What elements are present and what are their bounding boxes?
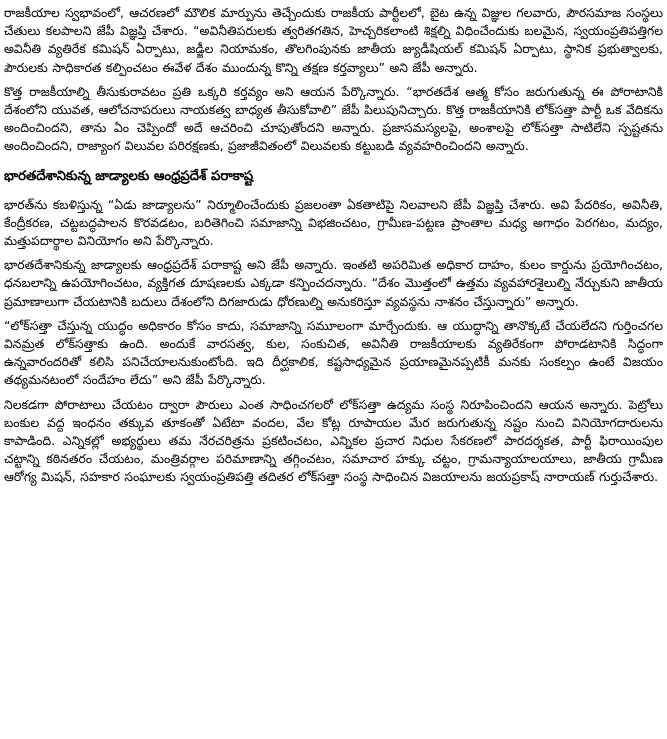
paragraph-achievements: నిలకడగా పోరాటాలు చేయటం ద్వారా పౌరులు ఎంత సాధించగలరో లోక్‌సత్తా ఉద్యమ సంస్థ నిరూపించిందని ఆయన అన్నారు. పెట్రోలు బంకుల వద్ద ఇంధనం తక్కువ తూకంతో ఏటేటా వందల, వేల కోట్ల రూపాయల మేర జరుగుతున్న నష్టం నుంచి వినియోగదారులను కాపాడింది. ఎన్నికల్లో అభ్యర్థులు తమ నేరచరిత్రను ప్రకటించటం, ఎన్నికల ప్రచార నిధుల సేకరణలో పారదర్శకత, పార్టీ ఫిరాయింపుల చట్టాన్ని కఠినతరం చేయటం, మంత్రివర్గాల పరిమాణాన్ని తగ్గించటం, సమాచార హక్కు చట్టం, గ్రామన్యాయాలయాలు, జాతీయ గ్రామీణ ఆరోగ్య మిషన్, సహకార సంఘాలకు స్వయంప్రతిపత్తి తదితర లోక్‌సత్తా సంస్థ సాధించిన విజయాలను జయప్రకాష్ నారాయణ్ గుర్తుచేశారు. <box>4 396 663 485</box>
paragraph-new-politics: కొత్త రాజకీయాల్ని తీసుకురావటం ప్రతి ఒక్కరి కర్తవ్యం అని ఆయన పేర్కొన్నారు. “భారతదేశ ఆత్మ కోసం జరుగుతున్న ఈ పోరాటానికి దేశంలోని యువత, ఆలోచనాపరులు నాయకత్వ బాధ్యత తీసుకోవాలి” జేపీ పిలుపునిచ్చారు. కొత్త రాజకీయానికి లోక్‌సత్తా పార్టీ ఒక వేదికను అందించిందని, తాను ఏం చెప్పిందో అదే ఆచరించి చూపుతోందని అన్నారు. ప్రజాసమస్యలపై, అంశాలపై లోక్‌సత్తా సాటిలేని స్పష్టతను అందించిందని, రాజ్యాంగ విలువల పరిరక్షణకు, ప్రజాజీవితంలో విలువలకు కట్టుబడి వ్యవహరించిందని అన్నారు. <box>4 83 663 154</box>
section-heading: భారతదేశానికున్న జాడ్యాలకు ఆంధ్రప్రదేశ్ పరాకాష్ట <box>4 168 254 184</box>
paragraph-reform-appeal: రాజకీయాల స్వభావంలో, ఆచరణలో మౌలిక మార్పును తెచ్చేందుకు రాజకీయ పార్టీలలో, బైట ఉన్న విజ్ఞుల గలవారు, పౌరసమాజ సంస్థలు చేతులు కలపాలని జేపీ విజ్ఞప్తి చేశారు. “అవినీతిపరులకు త్వరితగతిన, హెచ్చరికలాంటి శిక్షల్ని విధించేందుకు బలమైన, స్వయంప్రతిపత్తిగల అవినీతి వ్యతిరేక కమిషన్ ఏర్పాటు, జడ్జీల నియామకం, తొలగింపునకు జాతీయ జ్యుడీషియల్ కమిషన్ ఏర్పాటు, స్థానిక ప్రభుత్వాలకు, పౌరులకు సాధికారత కల్పించటం ఈవేళ దేశం ముందున్న కొన్ని తక్షణ కర్తవ్యాలు” అని జేపీ అన్నారు. <box>4 5 663 75</box>
article <box>4 4 663 493</box>
paragraph-andhra-pradesh: భారతదేశానికున్న జాడ్యాలకు ఆంధ్రప్రదేశ్ పరాకాష్ట అని జేపీ అన్నారు. ఇంతటి అపరిమిత అధికార దాహం, కులం కార్డును ప్రయోగించటం, ధనబలాన్ని ఉపయోగించటం, వ్యక్తిగత దూషణలకు ఎక్కడా కన్పించదన్నారు. “దేశం మొత్తంలో ఉత్తమ వ్యవహారశైలుల్ని నేర్చుకుని జాతీయ ప్రమాణాలుగా చేయటానికి బదులు దేశంలోని దిగజారుడు ధోరణుల్ని అనుకరిస్తూ వ్యవస్థను నాశనం చేస్తున్నారు” అన్నారు. <box>4 257 663 309</box>
paragraph-loksatta-fight: “లోక్‌సత్తా చేస్తున్న యుద్ధం అధికారం కోసం కాదు, సమాజాన్ని సమూలంగా మార్చేందుకు. ఆ యుద్ధాన్ని తానొక్కటే చేయలేదని గుర్తించగల వినమ్రత లోక్‌సత్తాకు ఉంది. అందుకే వారసత్వ, కుల, సంకుచిత, అవినీతి రాజకీయాలకు వ్యతిరేకంగా పోరాడటానికి సిద్ధంగా ఉన్నవారందరితో కలిసి పనిచేయాలనుకుంటోంది. ఇది దీర్ఘకాలిక, కష్టసాధ్యమైన ప్రయాణమైనప్పటికీ మనకు సంకల్పం ఉంటే విజయం తథ్యమనటంలో సందేహం లేదు” అని జేపీ పేర్కొన్నారు. <box>4 317 663 388</box>
paragraph-seven-ailments: భారత్‌ను కబళిస్తున్న “ఏడు జాడ్యాలను” నిర్మూలించేందుకు ప్రజలంతా ఏకతాటిపై నిలవాలని జేపీ విజ్ఞప్తి చేశారు. అవి పేదరికం, అవినీతి, కేంద్రీకరణ, చట్టబద్ధపాలన కొరవడటం, బరితెగించి సమాజాన్ని విభజించటం, గ్రామీణ-పట్టణ ప్రాంతాల మధ్య అగాధం పెరగటం, మద్యం, మత్తుపదార్థాల వినియోగం అని పేర్కొన్నారు. <box>4 196 663 249</box>
